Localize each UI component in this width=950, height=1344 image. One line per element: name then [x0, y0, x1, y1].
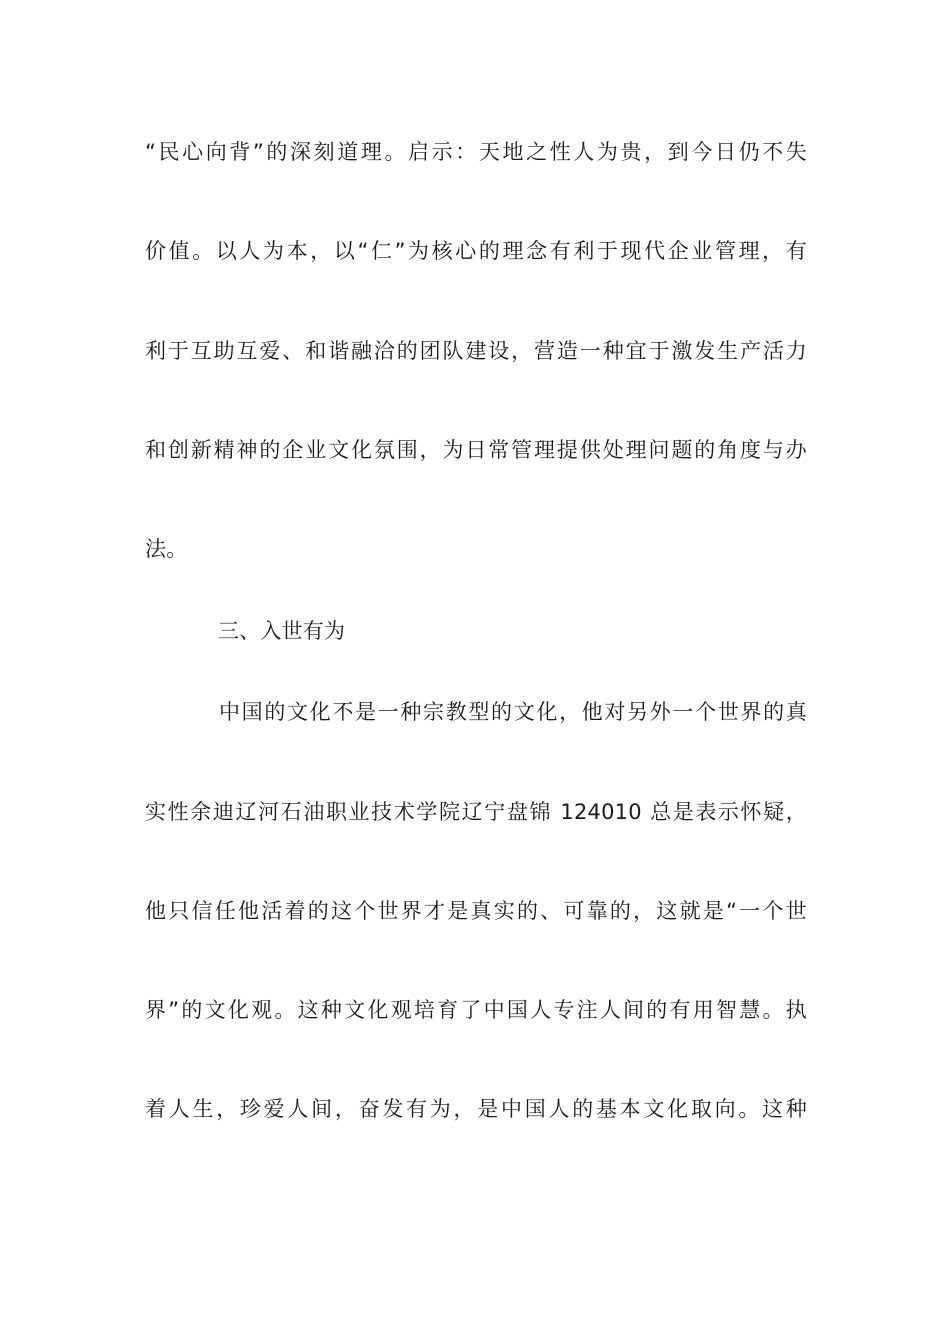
paragraph-line: 他只信任他活着的这个世界才是真实的、可靠的，这就是“一个世 — [145, 899, 807, 923]
section-heading: 三、入世有为 — [218, 619, 346, 643]
paragraph-line: 和创新精神的企业文化氛围，为日常管理提供处理问题的角度与办 — [145, 438, 807, 462]
paragraph-line: 价值。以人为本，以“仁”为核心的理念有利于现代企业管理，有 — [145, 239, 807, 263]
paragraph-line: “民心向背”的深刻道理。启示：天地之性人为贵，到今日仍不失 — [145, 140, 807, 164]
paragraph-first-line: 中国的文化不是一种宗教型的文化，他对另外一个世界的真 — [219, 700, 807, 724]
paragraph-line: 界”的文化观。这种文化观培育了中国人专注人间的有用智慧。执 — [145, 998, 807, 1022]
paragraph-last-line: 法。 — [145, 537, 188, 561]
paragraph-line: 实性余迪辽河石油职业技术学院辽宁盘锦 124010 总是表示怀疑， — [145, 800, 807, 824]
paragraph-line: 利于互助互爱、和谐融洽的团队建设，营造一种宜于激发生产活力 — [145, 339, 807, 363]
paragraph-line: 着人生，珍爱人间，奋发有为，是中国人的基本文化取向。这种 — [145, 1097, 807, 1121]
